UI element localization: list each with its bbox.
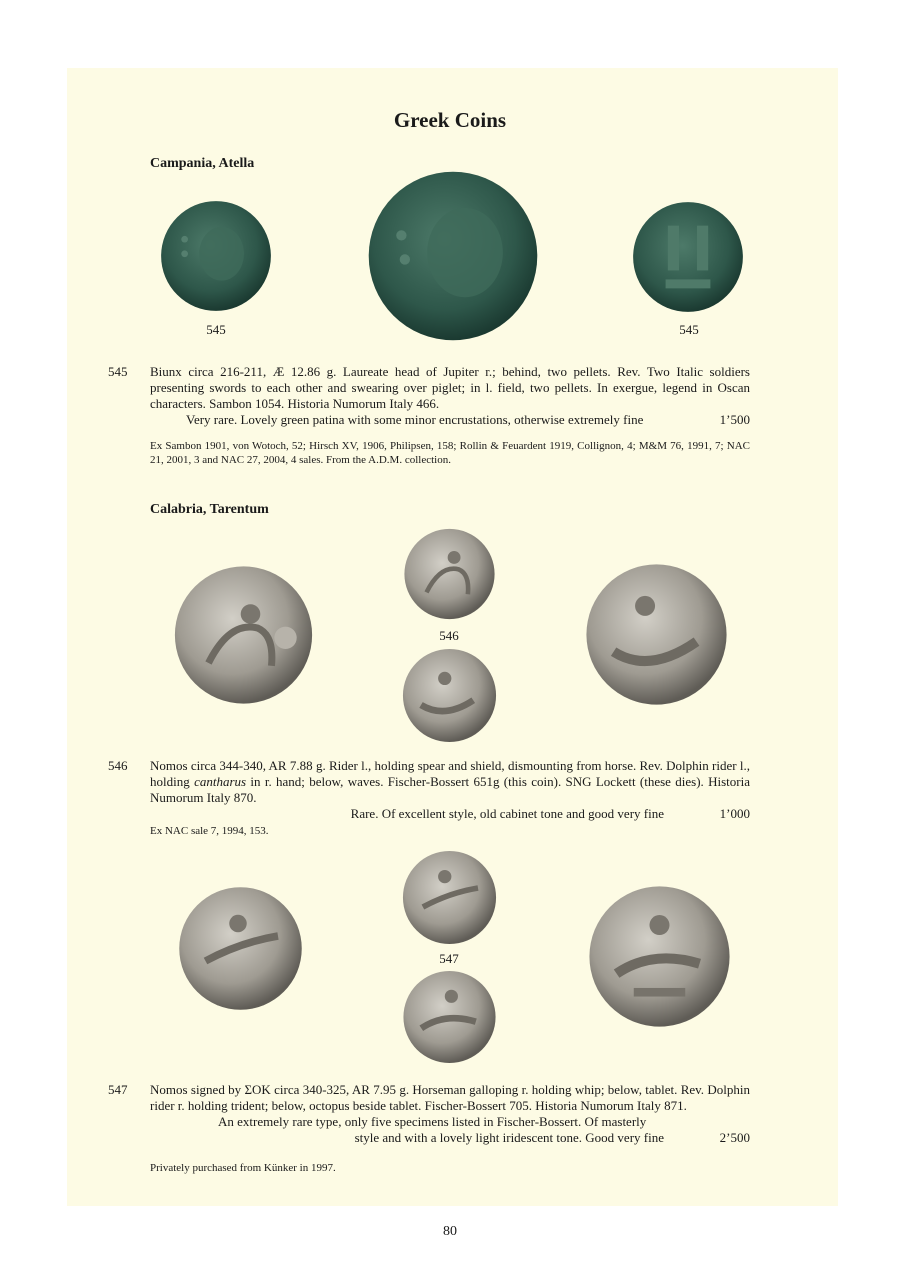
lot-provenance: Ex Sambon 1901, von Wotoch, 52; Hirsch XV, 1906, Philipsen, 158; Rollin & Feuardent 1919, Collignon, 4; M&M 76, 1991, 7; NAC 21, 2001, 3 and NAC 27, 2004, 4 sales. From the A.D.M. collection. (150, 440, 750, 466)
coin-546-reverse-photo (402, 648, 497, 743)
lot-description-italic: cantharus (194, 774, 247, 789)
page-number: 80 (443, 1224, 457, 1239)
lot-provenance: Ex NAC sale 7, 1994, 153. (150, 825, 269, 837)
coin-546-obverse-enlarged-photo (172, 565, 315, 705)
lot-grade: Rare. Of excellent style, old cabinet tone and good very fine (350, 806, 664, 821)
coin-546-obverse-photo (402, 528, 497, 620)
section-heading-campania: Campania, Atella (150, 156, 255, 171)
lot-grade: Very rare. Lovely green patina with some minor encrustations, otherwise extremely fine (186, 412, 644, 427)
coin-547-reverse-photo (401, 970, 498, 1064)
lot-number: 547 (108, 1082, 128, 1097)
coin-547-obverse-photo (401, 850, 498, 945)
lot-grade: An extremely rare type, only five specimens listed in Fischer-Bossert. Of masterly (218, 1114, 647, 1129)
coin-caption: 546 (439, 628, 459, 643)
coin-545-obverse-photo (157, 200, 275, 312)
lot-description-text: Nomos circa 344-340, AR 7.88 g. Rider l., holding spear and shield, dismounting from horse. Rev. Dolphin rider l., holding (150, 758, 750, 789)
coin-547-obverse-enlarged-photo (167, 886, 314, 1011)
coin-546-reverse-enlarged-photo (585, 563, 728, 706)
coin-545-reverse-photo (632, 198, 744, 316)
page-title: Greek Coins (393, 108, 507, 132)
lot-grade: style and with a lovely light iridescent tone. Good very fine (354, 1130, 664, 1145)
lot-description: Biunx circa 216-211, Æ 12.86 g. Laureate head of Jupiter r.; behind, two pellets. Rev. Two Italic soldiers presenting swords to each other and swearing over piglet; in l. field, two pellets. In exergue, legend in Oscan characters. Sambon 1054. Historia Numorum Italy 466. (150, 364, 750, 411)
lot-description-text: in r. hand; below, waves. Fischer-Bossert 651g (this coin). SNG Lockett (these dies). Historia Numorum Italy 870. (150, 774, 750, 805)
coin-caption: 545 (206, 322, 226, 337)
coin-545-obverse-enlarged-photo (363, 170, 543, 342)
lot-description: Nomos signed by ΣΟΚ circa 340-325, AR 7.95 g. Horseman galloping r. holding whip; below, tablet. Rev. Dolphin rider r. holding trident; below, octopus beside tablet. Fischer-Bossert 705. Historia Numorum Italy 871. (150, 1082, 750, 1113)
section-heading-calabria: Calabria, Tarentum (150, 502, 269, 517)
coin-caption: 545 (679, 322, 699, 337)
coin-caption: 547 (439, 951, 459, 966)
lot-number: 546 (108, 758, 128, 773)
lot-number: 545 (108, 364, 128, 379)
lot-description (150, 758, 750, 806)
lot-provenance: Privately purchased from Künker in 1997. (150, 1162, 336, 1174)
lot-price: 1’000 (719, 806, 750, 821)
coin-547-reverse-enlarged-photo (587, 885, 732, 1028)
lot-price: 1’500 (719, 412, 750, 427)
lot-price: 2’500 (719, 1130, 750, 1145)
